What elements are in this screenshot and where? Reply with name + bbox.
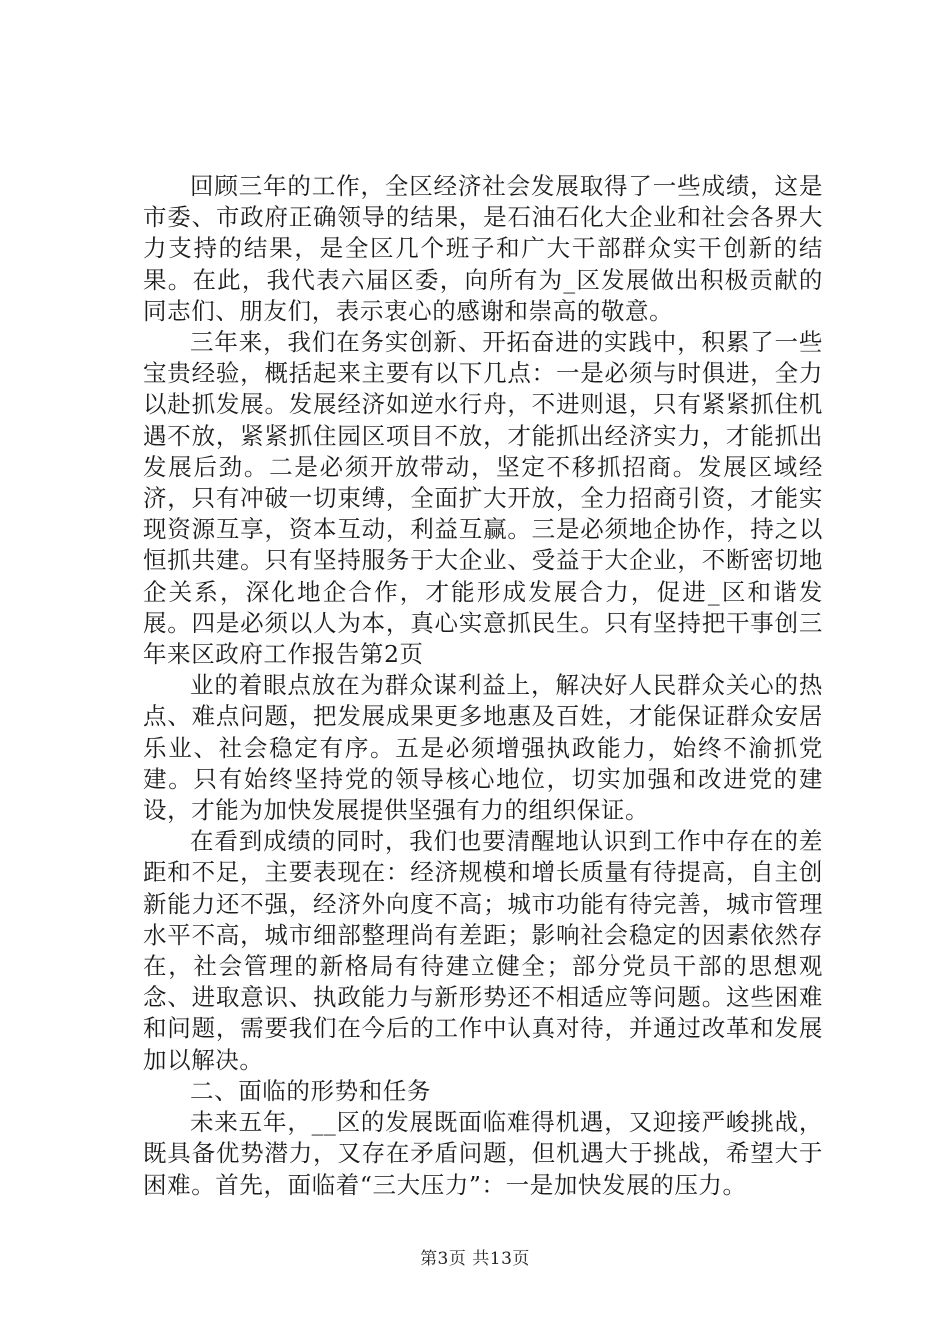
paragraph-shortcomings: 在看到成绩的同时，我们也要清醒地认识到工作中存在的差距和不足，主要表现在：经济规模和增长质量有待提高，自主创新能力还不强，经济外向度不高；城市功能有待完善，城市管理水平不高，城市细部整理尚有差距；影响社会稳定的因素依然存在，社会管理的新格局有待建立健全；部分党员干部的思想观念、进取意识、执政能力与新形势还不相适应等问题。这些困难和问题，需要我们在今后的工作中认真对待，并通过改革和发展加以解决。 (143, 827, 823, 1074)
paragraph-review: 回顾三年的工作，全区经济社会发展取得了一些成绩，这是市委、市政府正确领导的结果，是石油石化大企业和社会各界大力支持的结果，是全区几个班子和广大干部群众实干创新的结果。在此，我代表六届区委，向所有为_区发展做出积极贡献的同志们、朋友们，表示衷心的感谢和崇高的敬意。 (143, 172, 823, 325)
paragraph-experience: 三年来，我们在务实创新、开拓奋进的实践中，积累了一些宝贵经验，概括起来主要有以下几点：一是必须与时俱进，全力以赴抓发展。发展经济如逆水行舟，不进则退，只有紧紧抓住机遇不放，紧紧抓住园区项目不放，才能抓出经济实力，才能抓出发展后劲。二是必须开放带动，坚定不移抓招商。发展区域经济，只有冲破一切束缚，全面扩大开放，全力招商引资，才能实现资源互享，资本互动，利益互赢。三是必须地企协作，持之以恒抓共建。只有坚持服务于大企业、受益于大企业，不断密切地企关系，深化地企合作，才能形成发展合力，促进_区和谐发展。四是必须以人为本，真心实意抓民生。只有坚持把干事创三年来区政府工作报告第2页 (143, 328, 823, 669)
section-heading: 二、面临的形势和任务 (190, 1076, 431, 1105)
paragraph-experience-continued: 业的着眼点放在为群众谋利益上，解决好人民群众关心的热点、难点问题，把发展成果更多地惠及百姓，才能保证群众安居乐业、社会稳定有序。五是必须增强执政能力，始终不渝抓党建。只有始终坚持党的领导核心地位，切实加强和改进党的建设，才能为加快发展提供坚强有力的组织保证。 (143, 671, 823, 825)
document-body (143, 171, 823, 1201)
paragraph-outlook: 未来五年，__区的发展既面临难得机遇，又迎接严峻挑战，既具备优势潜力，又存在矛盾问题，但机遇大于挑战，希望大于困难。首先，面临着“三大压力”：一是加快发展的压力。 (143, 1108, 823, 1199)
page-footer: 第3页 共13页 (420, 1249, 530, 1269)
